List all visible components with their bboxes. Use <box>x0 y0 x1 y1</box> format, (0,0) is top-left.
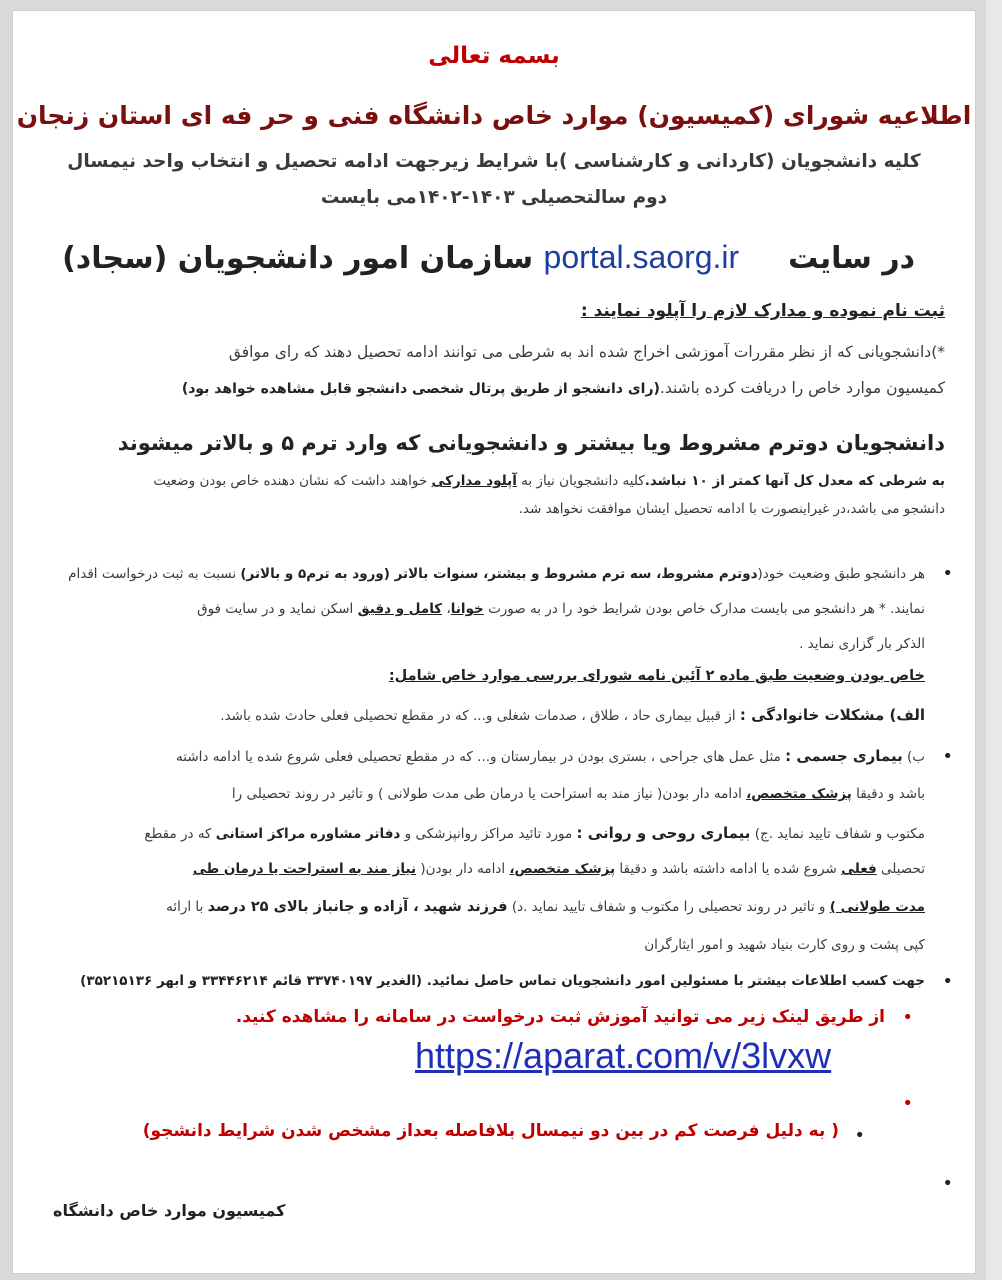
para2-condition: به شرطی که معدل کل آنها کمتر از ۱۰ نباشد. <box>644 473 945 489</box>
c-long-term: مدت طولانی ) <box>829 899 925 915</box>
special-cases-heading: خاص بودن وضعیت طبق ماده ۲ آئین نامه شورای بررسی موارد خاص شامل: <box>388 668 925 684</box>
b-text: ادامه دار بودن( نیاز مند به استراحت یا درمان طی مدت طولانی ) و تاثیر در روند تحصیلی را <box>231 786 742 802</box>
c-current: فعلی <box>841 861 877 877</box>
b1-text-d: نمایند. * هر دانشجو می بایست مدارک خاص بودن شرایط خود را در به صورت <box>488 601 925 617</box>
bullet1-line1 <box>33 566 925 582</box>
b-physical-text: مثل عمل های جراحی ، بستری بودن در بیمارستان و... که در مقطع تحصیلی فعلی شروع شده یا ادامه داشته <box>176 749 781 765</box>
basmala: بسمه تعالی <box>428 43 560 69</box>
c-rest-needed: نیاز مند به استراحت یا درمان طی <box>192 861 417 877</box>
para1-note: (رای دانشجو از طریق پرتال شخصی دانشجو قابل مشاهده خواهد بود) <box>181 381 660 397</box>
page-gutter <box>986 0 1002 1280</box>
bullet1-line3: الذکر بار گزاری نماید . <box>799 636 925 652</box>
b-text: مکتوب و شفاف تایید نماید .ج) <box>754 826 925 842</box>
contact-info: جهت کسب اطلاعات بیشتر با مسئولین امور دانشجویان تماس حاصل نمائید. (الغدیر ۳۳۷۴۰۱۹۷ قائم ۳۳۴۴۶۲۱۴ و ابهر ۳۵۲۱۵۱۳۶) <box>80 973 925 989</box>
item-a-label: الف) مشکلات خانوادگی : <box>739 706 925 724</box>
para2-text-b: خواهند داشت که نشان دهنده خاص بودن وضعیت <box>153 473 428 489</box>
site-suffix: سازمان امور دانشجویان (سجاد) <box>62 241 534 276</box>
deadline-note: ( به دلیل فرصت کم در بین دو نیمسال بلافاصله بعداز مشخص شدن شرایط دانشجو) <box>142 1121 839 1141</box>
item-a <box>220 706 925 724</box>
bullet-dot: • <box>854 1125 865 1146</box>
d-martyr-label: فرزند شهید ، آزاده و جانباز بالای ۲۵ درصد <box>207 899 508 915</box>
c-specialist: پزشک متخصص، <box>509 861 616 877</box>
para2-line1 <box>43 473 945 489</box>
b-physical-label: بیماری جسمی : <box>785 747 903 765</box>
intro-line-1: کلیه دانشجویان (کاردانی و کارشناسی )با شرایط زیرجهت ادامه تحصیل و انتخاب واحد نیمسال <box>67 151 921 172</box>
bullet-dot: • <box>942 1173 953 1194</box>
item-b-line3 <box>33 824 925 842</box>
c-text: تحصیلی <box>881 861 925 877</box>
c-text: مورد تائید مراکز روانپزشکی و <box>404 826 573 842</box>
site-line <box>62 239 915 276</box>
site-url[interactable]: portal.saorg.ir <box>543 239 740 275</box>
b1-legible: خوانا <box>450 601 484 617</box>
b1-complete: کامل و دقیق <box>357 601 443 617</box>
b1-text-c: نسبت به ثبت درخواست اقدام <box>68 566 237 582</box>
announcement-title: اطلاعیه شورای (کمیسیون) موارد خاص دانشگاه فنی و حر فه ای استان زنجان <box>16 101 972 130</box>
heading-conditional-students: دانشجویان دوترم مشروط ویا بیشتر و دانشجویانی که وارد ترم ۵ و بالاتر میشوند <box>117 431 945 455</box>
para1-text: کمیسیون موارد خاص را دریافت کرده باشند. <box>659 379 945 397</box>
bullet1-line2: نمایند. * هر دانشجو می بایست مدارک خاص بودن شرایط خود را در به صورت خوانا، کامل و دقیق اسکن نماید و در سایت فوق <box>197 601 925 617</box>
item-b-line5 <box>33 899 925 915</box>
item-b-line1 <box>33 747 925 765</box>
document-page <box>12 10 976 1274</box>
b-text: باشد و دقیقا <box>856 786 925 802</box>
c-counseling: دفاتر مشاوره مراکز استانی <box>215 826 401 842</box>
b-prefix: ب) <box>907 749 925 765</box>
item-b-line4 <box>33 861 925 877</box>
aparat-video-link[interactable]: https://aparat.com/v/3lvxw <box>415 1035 832 1076</box>
para1-line1: *)دانشجویانی که از نظر مقررات آموزشی اخراج شده اند به شرطی می توانند ادامه تحصیل دهند که رای موافق <box>228 343 945 361</box>
para2-line2: دانشجو می باشد،در غیراینصورت با ادامه تحصیل ایشان موافقت نخواهد شد. <box>518 501 945 517</box>
d-text: و تاثیر در روند تحصیلی را مکتوب و شفاف تایید نماید .د) <box>511 899 826 915</box>
bullet-dot: • <box>942 746 953 767</box>
b-specialist: پزشک متخصص، <box>746 786 852 802</box>
item-a-text: از قبیل بیماری حاد ، طلاق ، صدمات شغلی و... که در مقطع تحصیلی فعلی حادث شده باشد. <box>220 708 736 724</box>
bullet-dot: • <box>942 563 953 584</box>
b1-bold: دوترم مشروط، سه ترم مشروط و بیشتر، سنوات بالاتر (ورود به ترم۵ و بالاتر) <box>240 566 758 582</box>
d-text: با ارائه <box>166 899 204 915</box>
b1-text-e: اسکن نماید و در سایت فوق <box>197 601 354 617</box>
b1-text-a: هر دانشجو طبق وضعیت خود( <box>757 566 925 582</box>
para2-text-a: کلیه دانشجویان نیاز به <box>521 473 645 489</box>
bullet-dot: • <box>902 1007 913 1028</box>
site-prefix: در سایت <box>788 241 915 276</box>
item-b-line2 <box>33 786 925 802</box>
para2-upload: آپلود مدارکی <box>431 473 517 489</box>
signature: کمیسیون موارد خاص دانشگاه <box>53 1201 286 1220</box>
c-mental-label: بیماری روحی و روانی : <box>576 824 751 842</box>
bullet-dot: • <box>902 1093 913 1114</box>
bullet-dot: • <box>942 971 953 992</box>
para1-line2 <box>182 379 945 397</box>
c-text: شروع شده یا ادامه داشته باشد و دقیقا <box>619 861 837 877</box>
c-text: که در مقطع <box>144 826 212 842</box>
link-note: از طریق لینک زیر می توانید آموزش ثبت درخواست در سامانه را مشاهده کنید. <box>235 1007 885 1027</box>
intro-line-2: دوم سالتحصیلی ۱۴۰۳-۱۴۰۲می بایست <box>320 187 668 208</box>
c-text: ادامه دار بودن( <box>420 861 506 877</box>
item-b-line6: کپی پشت و روی کارت بنیاد شهید و امور ایثارگران <box>644 937 925 953</box>
register-instruction: ثبت نام نموده و مدارک لازم را آپلود نمایند : <box>580 301 945 321</box>
